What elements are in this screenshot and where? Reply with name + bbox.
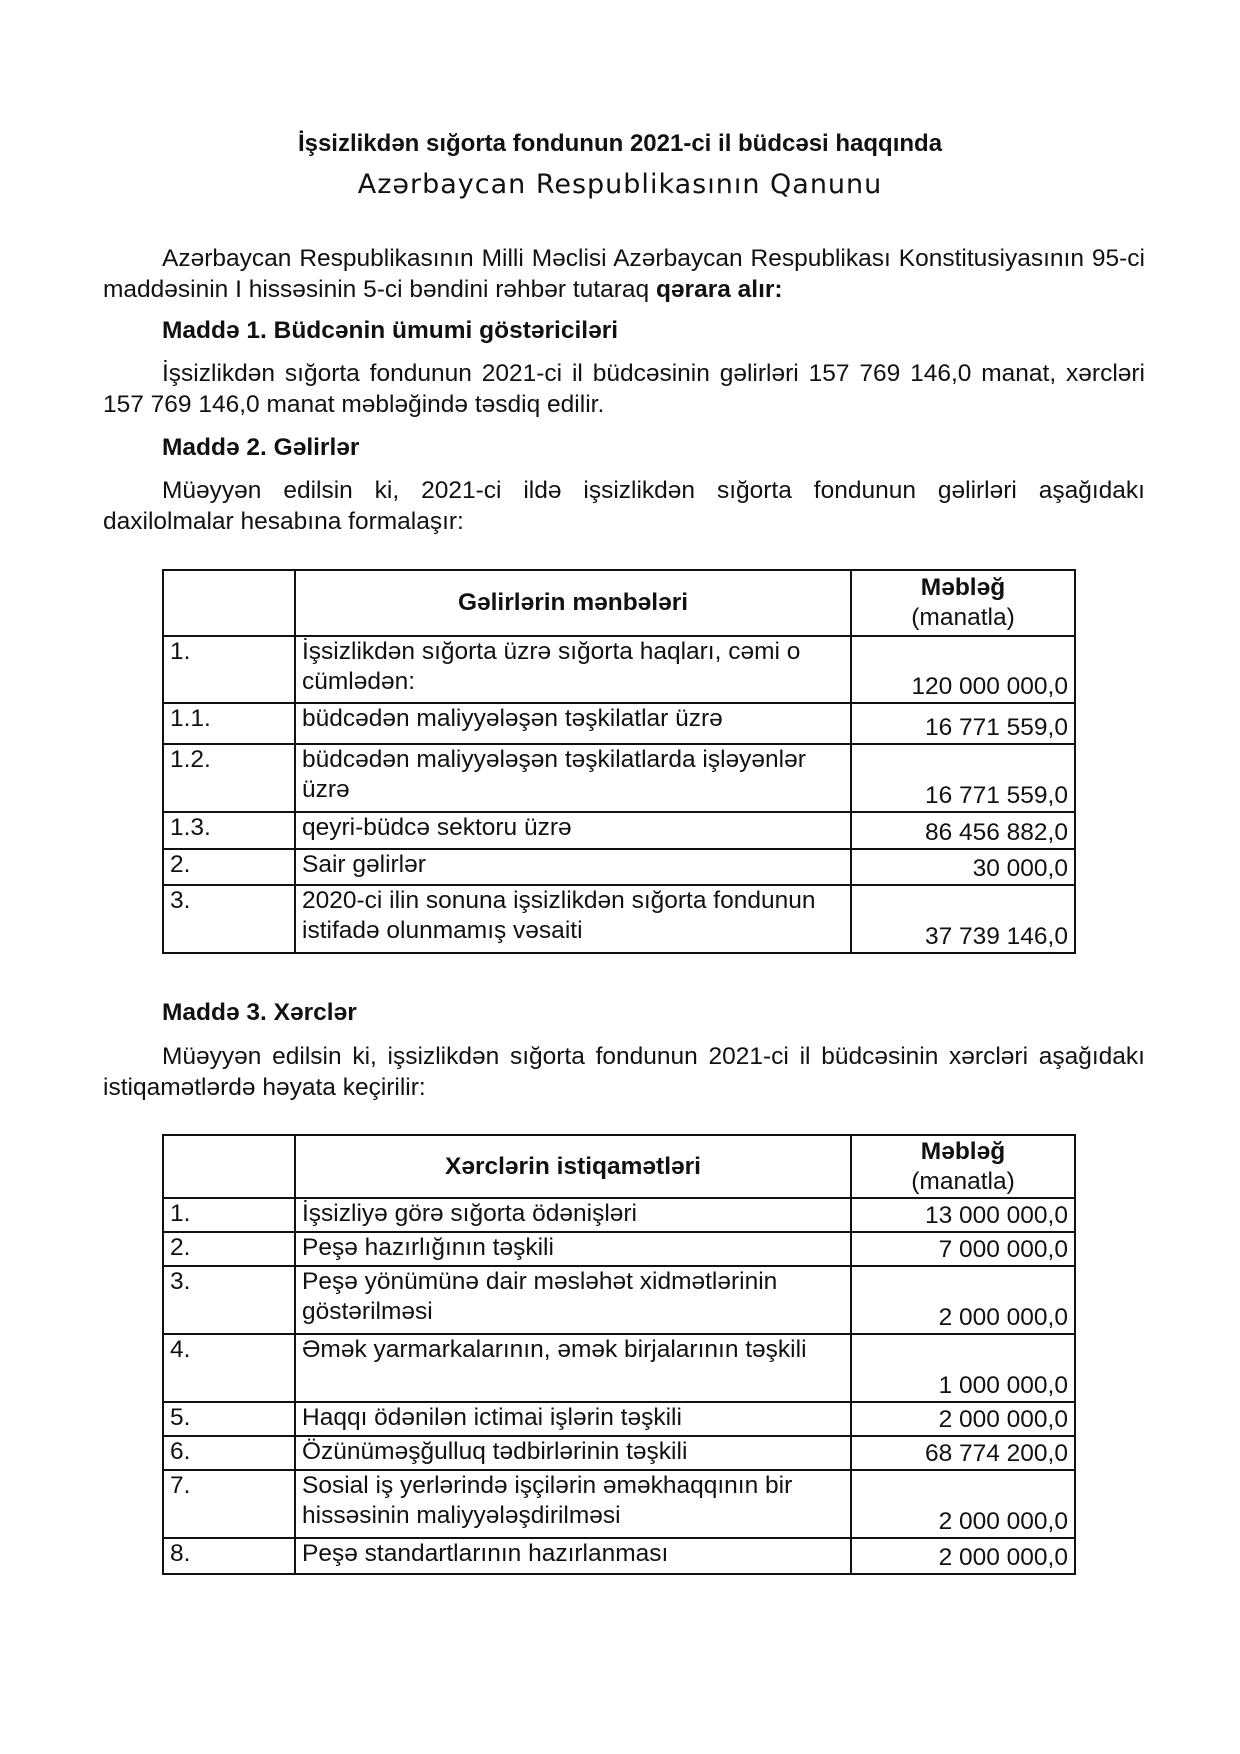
row-source: büdcədən maliyyələşən təşkilatlarda işləyənlər üzrə [295, 744, 851, 812]
article2-heading: Maddə 2. Gəlirlər [162, 434, 360, 461]
row-amount: 7 000 000,0 [851, 1232, 1075, 1266]
row-number: 1.3. [163, 812, 295, 849]
preamble-text: Azərbaycan Respublikasının Milli Məclisi Azərbaycan Respublikası Konstitusiyasının 95-ci maddəsinin I hissəsinin 5-ci bəndini rəhbər tutaraq [103, 245, 1145, 303]
income-header-amount [851, 570, 1075, 636]
row-number: 1. [163, 636, 295, 703]
table-row [163, 849, 1075, 885]
row-number: 1. [163, 1198, 295, 1232]
row-amount: 2 000 000,0 [851, 1266, 1075, 1334]
table-row [163, 1232, 1075, 1266]
article3-heading: Maddə 3. Xərclər [162, 999, 357, 1026]
row-source: Əmək yarmarkalarının, əmək birjalarının təşkili [295, 1334, 851, 1402]
expense-table [162, 1134, 1076, 1575]
table-row [163, 1402, 1075, 1436]
table-row [163, 1470, 1075, 1538]
row-number: 3. [163, 885, 295, 953]
table-row [163, 744, 1075, 812]
expense-header-unit: (manatla) [911, 1167, 1015, 1195]
row-source: İşsizlikdən sığorta üzrə sığorta haqları, cəmi o cümlədən: [295, 636, 851, 703]
row-source: büdcədən maliyyələşən təşkilatlar üzrə [295, 703, 851, 744]
income-table [162, 569, 1076, 954]
row-number: 7. [163, 1470, 295, 1538]
row-number: 2. [163, 1232, 295, 1266]
row-amount: 2 000 000,0 [851, 1470, 1075, 1538]
row-number: 5. [163, 1402, 295, 1436]
row-number: 3. [163, 1266, 295, 1334]
article1-text: İşsizlikdən sığorta fondunun 2021-ci il büdcəsinin gəlirləri 157 769 146,0 manat, xərcləri 157 769 146,0 manat məbləğində təsdiq edilir. [103, 360, 1145, 418]
table-row [163, 703, 1075, 744]
preamble [103, 243, 1145, 305]
row-amount: 13 000 000,0 [851, 1198, 1075, 1232]
row-amount: 37 739 146,0 [851, 885, 1075, 953]
expense-header-source: Xərclərin istiqamətləri [295, 1135, 851, 1198]
row-number: 1.1. [163, 703, 295, 744]
document-title: İşsizlikdən sığorta fondunun 2021-ci il büdcəsi haqqında [297, 130, 943, 157]
row-amount: 120 000 000,0 [851, 636, 1075, 703]
row-amount: 2 000 000,0 [851, 1538, 1075, 1574]
expense-header-amount [851, 1135, 1075, 1198]
table-row [163, 1538, 1075, 1574]
row-number: 8. [163, 1538, 295, 1574]
row-amount: 30 000,0 [851, 849, 1075, 885]
row-source: qeyri-büdcə sektoru üzrə [295, 812, 851, 849]
income-header-num [163, 570, 295, 636]
table-row [163, 812, 1075, 849]
row-number: 4. [163, 1334, 295, 1402]
row-amount: 68 774 200,0 [851, 1436, 1075, 1470]
row-amount: 16 771 559,0 [851, 703, 1075, 744]
row-source: Peşə standartlarının hazırlanması [295, 1538, 851, 1574]
table-row [163, 1436, 1075, 1470]
row-source: Sair gəlirlər [295, 849, 851, 885]
row-source: Peşə hazırlığının təşkili [295, 1232, 851, 1266]
row-amount: 1 000 000,0 [851, 1334, 1075, 1402]
row-source: 2020-ci ilin sonuna işsizlikdən sığorta fondunun istifadə olunmamış vəsaiti [295, 885, 851, 953]
income-header-amount-label: Məbləğ [920, 574, 1006, 601]
table-row [163, 636, 1075, 703]
table-row [163, 885, 1075, 953]
expense-header-num [163, 1135, 295, 1198]
article1-heading: Maddə 1. Büdcənin ümumi göstəriciləri [162, 317, 619, 344]
table-row [163, 1334, 1075, 1402]
row-source: Sosial iş yerlərində işçilərin əməkhaqqının bir hissəsinin maliyyələşdirilməsi [295, 1470, 851, 1538]
row-amount: 2 000 000,0 [851, 1402, 1075, 1436]
expense-header-amount-label: Məbləğ [920, 1137, 1006, 1165]
row-number: 2. [163, 849, 295, 885]
table-row [163, 1198, 1075, 1232]
row-amount: 86 456 882,0 [851, 812, 1075, 849]
article3-text: Müəyyən edilsin ki, işsizlikdən sığorta fondunun 2021-ci il büdcəsinin xərcləri aşağıdakı istiqamətlərdə həyata keçirilir: [103, 1043, 1145, 1101]
row-amount: 16 771 559,0 [851, 744, 1075, 812]
preamble-bold: qərara alır: [655, 276, 783, 303]
income-header-source: Gəlirlərin mənbələri [295, 570, 851, 636]
income-header-unit: (manatla) [911, 604, 1015, 631]
article2-text: Müəyyən edilsin ki, 2021-ci ildə işsizlikdən sığorta fondunun gəlirləri aşağıdakı daxilolmalar hesabına formalaşır: [103, 477, 1145, 535]
row-source: İşsizliyə görə sığorta ödənişləri [295, 1198, 851, 1232]
row-number: 1.2. [163, 744, 295, 812]
row-source: Haqqı ödənilən ictimai işlərin təşkili [295, 1402, 851, 1436]
row-source: Peşə yönümünə dair məsləhət xidmətlərinin göstərilməsi [295, 1266, 851, 1334]
table-row [163, 1266, 1075, 1334]
document-subtitle: Azərbaycan Respublikasının Qanunu [357, 169, 883, 200]
row-source: Özünüməşğulluq tədbirlərinin təşkili [295, 1436, 851, 1470]
row-number: 6. [163, 1436, 295, 1470]
